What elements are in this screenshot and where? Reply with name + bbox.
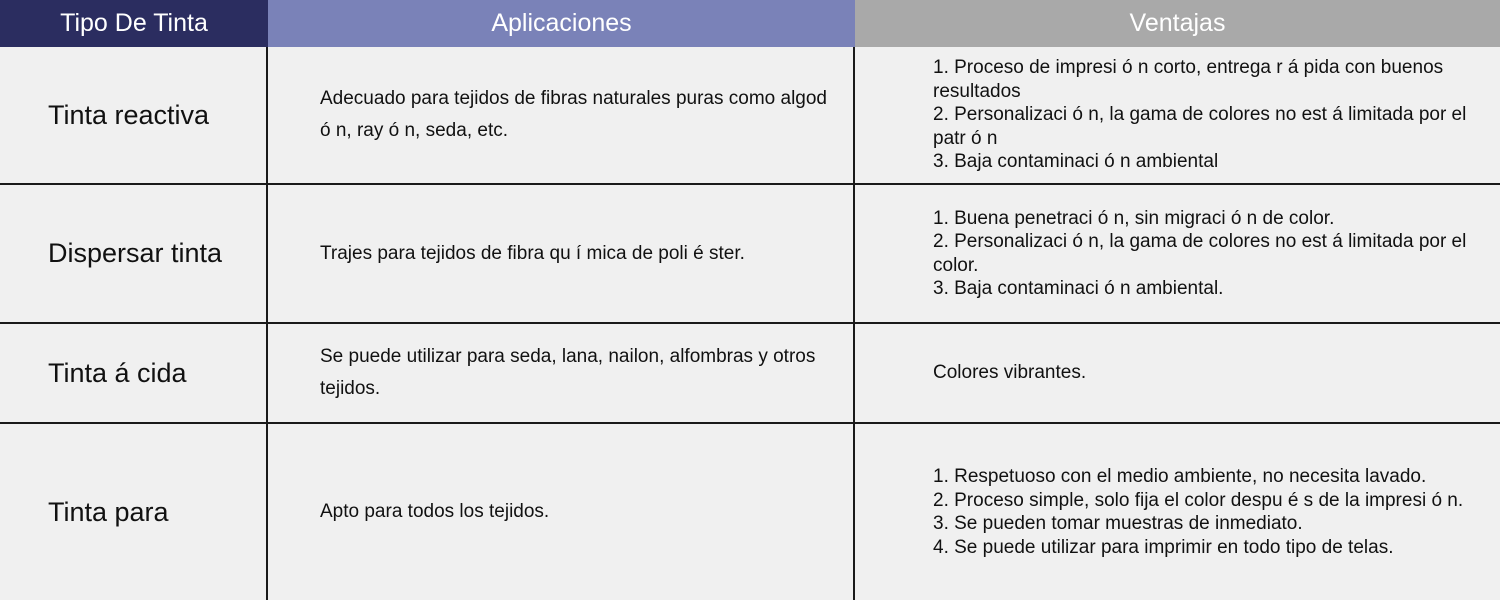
- advantage-item: 1. Proceso de impresi ó n corto, entrega r á pida con buenos resultados: [933, 57, 1444, 102]
- advantage-item: 4. Se puede utilizar para imprimir en todo tipo de telas.: [933, 536, 1394, 558]
- advantage-item: 2. Personalizaci ó n, la gama de colores no est á limitada por el color.: [933, 231, 1467, 276]
- advantage-item: Colores vibrantes.: [933, 362, 1087, 383]
- advantage-item: 2. Proceso simple, solo fija el color despu é s de la impresi ó n.: [933, 489, 1464, 511]
- applications-cell: Apto para todos los tejidos.: [268, 424, 855, 600]
- applications-cell: Se puede utilizar para seda, lana, nailon, alfombras y otros tejidos.: [268, 324, 855, 424]
- advantages-list: [933, 465, 1463, 559]
- advantage-item: 3. Baja contaminaci ó n ambiental.: [933, 278, 1224, 299]
- applications-cell: Trajes para tejidos de fibra qu í mica de poli é ster.: [268, 185, 855, 324]
- advantage-item: 3. Baja contaminaci ó n ambiental: [933, 151, 1219, 173]
- header-aplicaciones: Aplicaciones: [268, 0, 855, 47]
- advantages-cell: [855, 424, 1500, 600]
- ink-type-cell: Dispersar tinta: [0, 185, 268, 324]
- advantage-item: 3. Se pueden tomar muestras de inmediato.: [933, 513, 1303, 534]
- ink-type-cell: Tinta para: [0, 424, 268, 600]
- advantage-item: 1. Respetuoso con el medio ambiente, no necesita lavado.: [933, 466, 1427, 487]
- applications-cell: Adecuado para tejidos de fibras naturales puras como algod ó n, ray ó n, seda, etc.: [268, 47, 855, 185]
- header-tipo-de-tinta: Tipo De Tinta: [0, 0, 268, 47]
- advantage-item: 1. Buena penetraci ó n, sin migraci ó n de color.: [933, 207, 1335, 229]
- ink-type-cell: Tinta reactiva: [0, 47, 268, 185]
- ink-type-cell: Tinta á cida: [0, 324, 268, 424]
- advantages-list: [933, 207, 1480, 301]
- advantage-item: 2. Personalizaci ó n, la gama de colores no est á limitada por el patr ó n: [933, 104, 1467, 149]
- advantages-cell: [855, 47, 1500, 185]
- advantages-cell: [855, 185, 1500, 324]
- advantages-cell: [855, 324, 1500, 424]
- advantages-list: [933, 56, 1480, 174]
- advantages-list: [933, 357, 1086, 389]
- header-ventajas: Ventajas: [855, 0, 1500, 47]
